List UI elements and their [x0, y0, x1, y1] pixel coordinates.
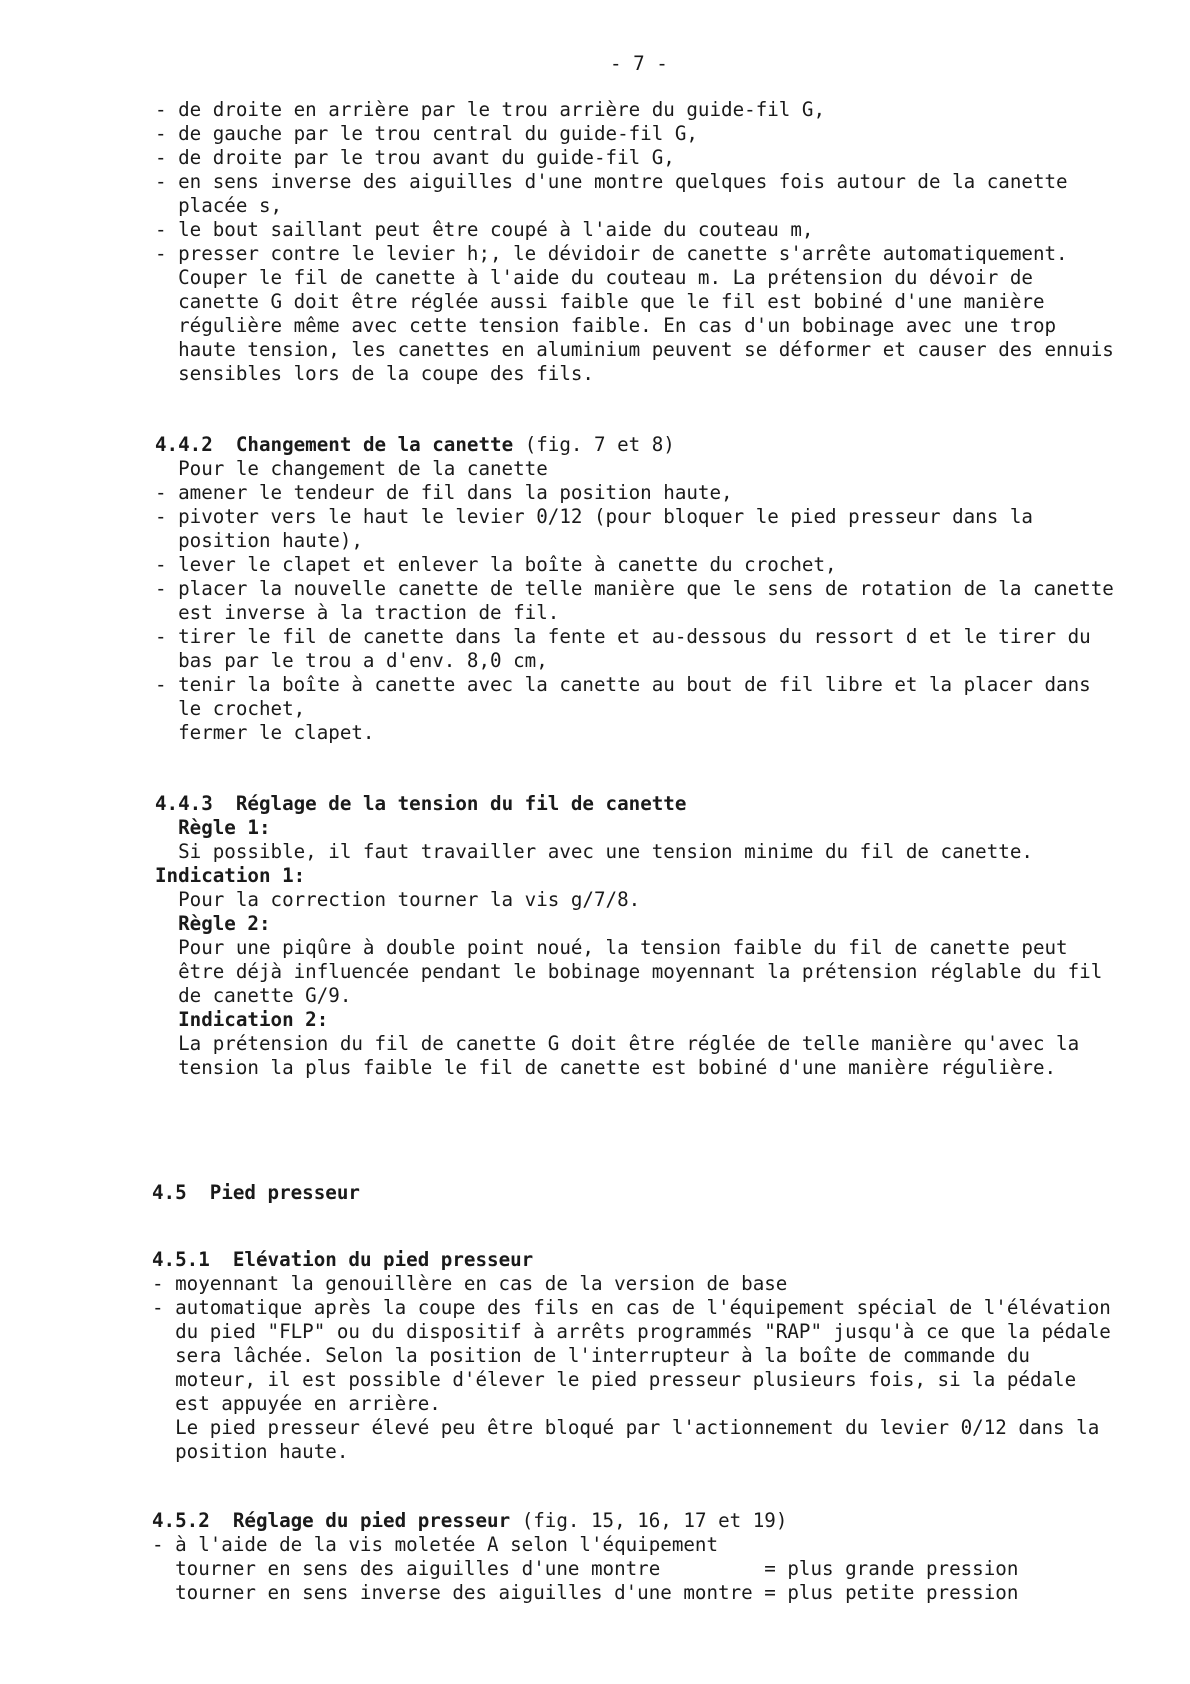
- section-number: 4.4.2: [155, 433, 213, 456]
- list-item: - automatique après la coupe des fils en cas de l'équipement spécial de l'élévation: [152, 1296, 1111, 1319]
- list-item: - moyennant la genouillère en cas de la version de base: [152, 1272, 788, 1295]
- paragraph-line: de canette G/9.: [155, 984, 352, 1007]
- section-number: 4.5: [152, 1181, 187, 1204]
- list-item: - lever le clapet et enlever la boîte à canette du crochet,: [155, 553, 837, 576]
- list-item: - de droite par le trou avant du guide-fil G,: [155, 146, 675, 169]
- list-item: Couper le fil de canette à l'aide du couteau m. La prétension du dévoir de: [155, 266, 1033, 289]
- indication-label: Indication 2:: [155, 1008, 329, 1031]
- list-item: le crochet,: [155, 697, 306, 720]
- paragraph-line: être déjà influencée pendant le bobinage moyennant la prétension réglable du fil: [155, 960, 1103, 983]
- list-item: du pied "FLP" ou du dispositif à arrêts programmés "RAP" jusqu'à ce que la pédale: [152, 1320, 1111, 1343]
- section-heading: [152, 1181, 360, 1205]
- list-item: - placer la nouvelle canette de telle manière que le sens de rotation de la canette: [155, 577, 1114, 600]
- list-item: - de droite en arrière par le trou arrière du guide-fil G,: [155, 98, 826, 121]
- list-item: bas par le trou a d'env. 8,0 cm,: [155, 649, 548, 672]
- section-title: Réglage de la tension du fil de canette: [235, 792, 687, 815]
- paragraph-line: Si possible, il faut travailler avec une tension minime du fil de canette.: [155, 840, 1033, 863]
- list-item: sera lâchée. Selon la position de l'interrupteur à la boîte de commande du: [152, 1344, 1030, 1367]
- list-item: - pivoter vers le haut le levier 0/12 (pour bloquer le pied presseur dans la: [155, 505, 1033, 528]
- list-item: - amener le tendeur de fil dans la position haute,: [155, 481, 733, 504]
- list-item: - presser contre le levier h;, le dévidoir de canette s'arrête automatiquement.: [155, 242, 1068, 265]
- paragraph-line: tension la plus faible le fil de canette est bobiné d'une manière régulière.: [155, 1056, 1057, 1079]
- list-item: placée s,: [155, 194, 283, 217]
- paragraph-line: La prétension du fil de canette G doit être réglée de telle manière qu'avec la: [155, 1032, 1080, 1055]
- list-item: moteur, il est possible d'élever le pied presseur plusieurs fois, si la pédale: [152, 1368, 1077, 1391]
- section-heading: [152, 1509, 787, 1533]
- list-item: - le bout saillant peut être coupé à l'aide du couteau m,: [155, 218, 814, 241]
- list-item: - tenir la boîte à canette avec la canette au bout de fil libre et la placer dans: [155, 673, 1091, 696]
- figure-reference: (fig. 15, 16, 17 et 19): [521, 1509, 788, 1532]
- list-item: - de gauche par le trou central du guide-fil G,: [155, 122, 698, 145]
- list-item: position haute),: [155, 529, 363, 552]
- section-number: 4.4.3: [155, 792, 213, 815]
- section-number: 4.5.1: [152, 1248, 210, 1271]
- list-item: - à l'aide de la vis moletée A selon l'équipement: [152, 1533, 719, 1556]
- list-item: Le pied presseur élevé peu être bloqué par l'actionnement du levier 0/12 dans la: [152, 1416, 1100, 1439]
- list-item: fermer le clapet.: [155, 721, 375, 744]
- figure-reference: (fig. 7 et 8): [524, 433, 675, 456]
- section-title: Changement de la canette: [235, 433, 514, 456]
- list-item: est appuyée en arrière.: [152, 1392, 441, 1415]
- list-item: position haute.: [152, 1440, 349, 1463]
- list-item: canette G doit être réglée aussi faible que le fil est bobiné d'une manière: [155, 290, 1045, 313]
- section-heading: [155, 433, 675, 457]
- list-item: régulière même avec cette tension faible. En cas d'un bobinage avec une trop: [155, 314, 1057, 337]
- section-title: Réglage du pied presseur: [232, 1509, 511, 1532]
- list-item: tourner en sens inverse des aiguilles d'une montre = plus petite pression: [152, 1581, 1019, 1604]
- list-item: Pour le changement de la canette: [155, 457, 548, 480]
- list-item: est inverse à la traction de fil.: [155, 601, 560, 624]
- list-item: sensibles lors de la coupe des fils.: [155, 362, 594, 385]
- section-title: Pied presseur: [209, 1181, 360, 1204]
- section-heading: [152, 1248, 533, 1272]
- page-number: - 7 -: [610, 52, 668, 75]
- section-number: 4.5.2: [152, 1509, 210, 1532]
- section-title: Elévation du pied presseur: [232, 1248, 534, 1271]
- paragraph-line: Pour une piqûre à double point noué, la tension faible du fil de canette peut: [155, 936, 1068, 959]
- section-heading: [155, 792, 686, 816]
- list-item: - tirer le fil de canette dans la fente et au-dessous du ressort d et le tirer du: [155, 625, 1091, 648]
- indication-label: Indication 1:: [155, 864, 306, 887]
- list-item: haute tension, les canettes en aluminium peuvent se déformer et causer des ennuis: [155, 338, 1114, 361]
- rule-label: Règle 1:: [155, 816, 271, 839]
- rule-label: Règle 2:: [155, 912, 271, 935]
- list-item: tourner en sens des aiguilles d'une montre = plus grande pression: [152, 1557, 1019, 1580]
- paragraph-line: Pour la correction tourner la vis g/7/8.: [155, 888, 641, 911]
- list-item: - en sens inverse des aiguilles d'une montre quelques fois autour de la canette: [155, 170, 1068, 193]
